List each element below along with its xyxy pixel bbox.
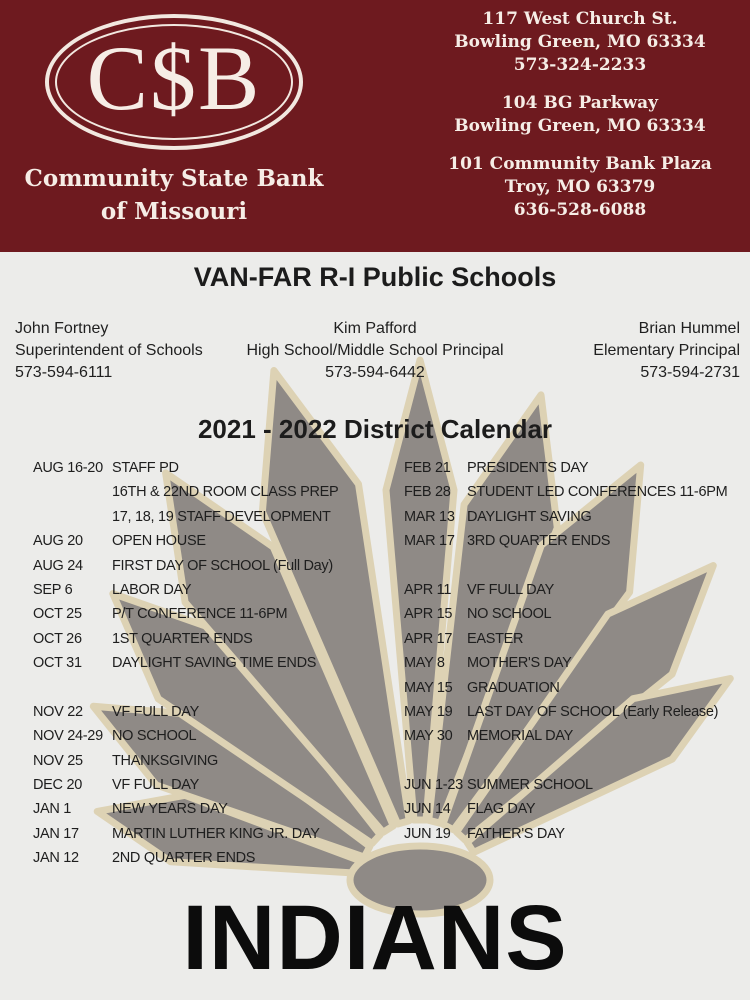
event-name: SUMMER SCHOOL — [467, 777, 593, 794]
event-date: MAY 8 — [404, 655, 445, 672]
bank-address-1: 117 West Church St. Bowling Green, MO 63334 573-324-2233 — [454, 9, 706, 75]
event-date: FEB 21 — [404, 460, 451, 476]
event-date: AUG 20 — [33, 533, 83, 550]
event-name: DAYLIGHT SAVING TIME ENDS — [112, 655, 317, 672]
bank-address-3: 101 Community Bank Plaza Troy, MO 63379 636-528-6088 — [448, 154, 712, 220]
event-date: APR 17 — [404, 630, 453, 647]
bank-name: Community State Bank of Missouri — [24, 165, 324, 225]
event-name: STAFF PD — [112, 460, 179, 476]
event-date: JUN 1-23 — [404, 777, 463, 794]
event-date: SEP 6 — [33, 581, 73, 598]
event-name: FIRST DAY OF SCHOOL (Full Day) — [112, 557, 333, 574]
event-date: JAN 17 — [33, 825, 79, 842]
event-date: NOV 22 — [33, 703, 83, 720]
event-date: MAR 13 — [404, 508, 455, 525]
event-name: OPEN HOUSE — [112, 533, 206, 550]
mascot-wordmark: INDIANS — [182, 887, 568, 989]
event-name: NO SCHOOL — [112, 728, 197, 745]
staff-superintendent: John Fortney Superintendent of Schools 573-594-6111 — [15, 320, 203, 381]
event-date: JUN 14 — [404, 801, 451, 818]
event-name: NEW YEARS DAY — [112, 801, 228, 818]
event-date: APR 11 — [404, 581, 452, 598]
calendar-title: 2021 - 2022 District Calendar — [197, 414, 553, 444]
event-name: STUDENT LED CONFERENCES 11-6PM — [467, 484, 728, 501]
event-name: 3RD QUARTER ENDS — [467, 533, 611, 550]
event-date: APR 15 — [404, 606, 453, 623]
event-date: DEC 20 — [33, 777, 82, 794]
bank-address-2: 104 BG Parkway Bowling Green, MO 63334 — [454, 93, 706, 136]
event-name: VF FULL DAY — [467, 581, 554, 598]
event-name: LAST DAY OF SCHOOL (Early Release) — [467, 703, 719, 720]
event-name: LABOR DAY — [112, 581, 192, 598]
event-name: PRESIDENTS DAY — [467, 460, 589, 476]
event-date: AUG 16-20 — [33, 460, 103, 476]
event-date: FEB 28 — [404, 484, 451, 501]
event-name: GRADUATION — [467, 679, 560, 696]
event-name: 17, 18, 19 STAFF DEVELOPMENT — [112, 508, 331, 525]
event-name: MEMORIAL DAY — [467, 728, 573, 745]
event-date: JAN 1 — [33, 801, 71, 818]
event-name: 1ST QUARTER ENDS — [112, 630, 253, 647]
bank-logo-letters: C$B — [86, 27, 262, 129]
event-date: NOV 25 — [33, 752, 83, 769]
event-date: NOV 24-29 — [33, 728, 103, 745]
event-date: JAN 12 — [33, 850, 79, 867]
event-name: P/T CONFERENCE 11-6PM — [112, 606, 288, 623]
event-date: OCT 31 — [33, 655, 82, 672]
event-name: 2ND QUARTER ENDS — [112, 850, 256, 867]
event-name: VF FULL DAY — [112, 777, 199, 794]
event-date: MAY 30 — [404, 728, 453, 745]
event-date: MAY 19 — [404, 703, 453, 720]
event-date: AUG 24 — [33, 557, 83, 574]
event-date: MAR 17 — [404, 533, 455, 550]
staff-elementary-principal: Brian Hummel Elementary Principal 573-594-2731 — [593, 320, 740, 381]
event-name: NO SCHOOL — [467, 606, 552, 623]
event-date: MAY 15 — [404, 679, 453, 696]
event-name: MOTHER'S DAY — [467, 655, 572, 672]
event-name: EASTER — [467, 630, 524, 647]
event-name: VF FULL DAY — [112, 703, 199, 720]
event-name: MARTIN LUTHER KING JR. DAY — [112, 825, 320, 842]
event-name: 16TH & 22ND ROOM CLASS PREP — [112, 484, 339, 501]
event-name: THANKSGIVING — [112, 752, 218, 769]
event-name: FATHER'S DAY — [467, 825, 565, 842]
event-date: JUN 19 — [404, 825, 451, 842]
staff-hs-principal: Kim Pafford High School/Middle School Principal 573-594-6442 — [246, 320, 504, 381]
event-name: FLAG DAY — [467, 801, 536, 818]
event-date: OCT 25 — [33, 606, 82, 623]
event-date: OCT 26 — [33, 630, 82, 647]
event-name: DAYLIGHT SAVING — [467, 508, 592, 525]
school-title: VAN-FAR R-I Public Schools — [193, 262, 557, 292]
